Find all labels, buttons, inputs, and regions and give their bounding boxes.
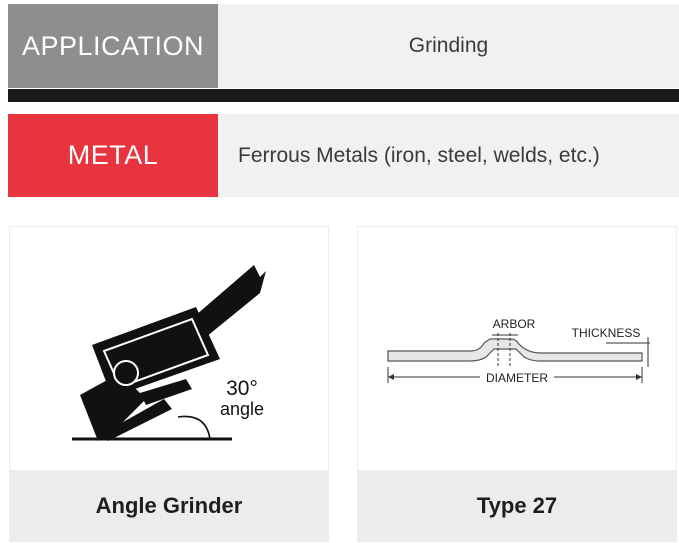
application-row bbox=[8, 4, 679, 88]
arbor-label: ARBOR bbox=[492, 317, 536, 331]
metal-row bbox=[8, 114, 679, 197]
angle-value-text: 30° bbox=[226, 377, 258, 400]
metal-value: Ferrous Metals (iron, steel, welds, etc.) bbox=[218, 114, 679, 197]
angle-grinder-caption: Angle Grinder bbox=[10, 470, 328, 541]
type-27-diagram bbox=[358, 227, 676, 470]
thickness-label: THICKNESS bbox=[571, 326, 641, 340]
angle-grinder-card bbox=[10, 227, 328, 541]
type-27-card bbox=[358, 227, 676, 541]
diameter-label: DIAMETER bbox=[485, 371, 549, 385]
application-label: APPLICATION bbox=[8, 4, 218, 88]
type-27-caption: Type 27 bbox=[358, 470, 676, 541]
application-value: Grinding bbox=[218, 4, 679, 88]
section-divider bbox=[8, 89, 679, 102]
metal-label: METAL bbox=[8, 114, 218, 197]
angle-word-text: angle bbox=[219, 399, 265, 419]
angle-grinder-illustration bbox=[10, 227, 328, 470]
